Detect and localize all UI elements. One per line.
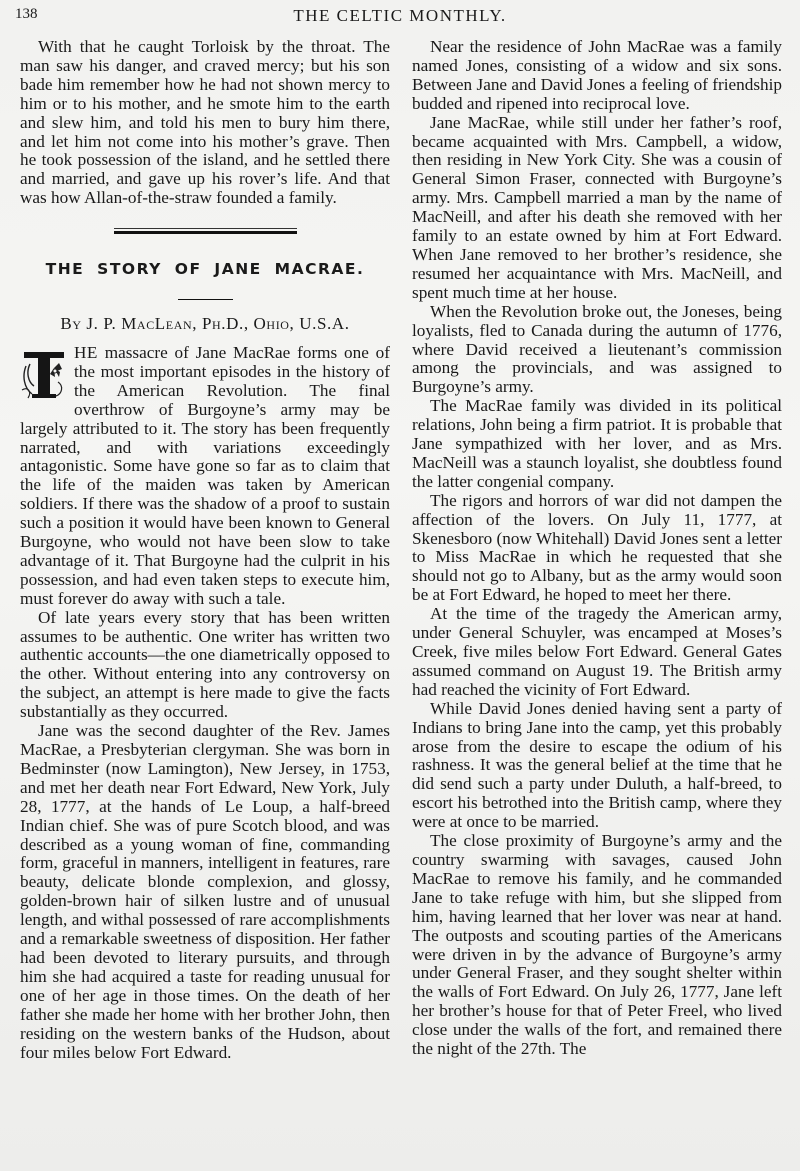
paragraph: At the time of the tragedy the American army, under General Schuyler, was encamped at Moses’s Creek, five miles below Fort Edward. General Gates assumed command on August 19. The British army had reached the vicinity of Fort Edward. [412,604,782,699]
article-byline: By J. P. MacLean, Ph.D., Ohio, U.S.A. [60,314,350,334]
first-paragraph-lead-letters: HE [74,342,98,362]
right-column [412,38,782,1059]
page-number: 138 [15,6,38,22]
paragraph: The close proximity of Burgoyne’s army and the country swarming with savages, caused John MacRae to remove his family, and he commanded Jane to take refuge with him, but she slipped from him, having learned that her lover was near at hand. The outposts and scouting parties of the Americans were driven in by the advance of Burgoyne’s army under General Fraser, and they sought shelter within the walls of Fort Edward. On July 26, 1777, Jane left her brother’s house for that of Peter Freel, who lived close under the walls of the fort, and remained there the night of the 27th. The [412,831,782,1059]
paragraph: While David Jones denied having sent a party of Indians to bring Jane into the camp, yet this probably arose from the desire to escape the odium of his rashness. It was the general belief at the time that he did send such a party under Duluth, a half-breed, to escort his betrothed into the British camp, where they were at once to be married. [412,698,782,832]
first-paragraph [20,344,390,609]
journal-title: THE CELTIC MONTHLY. [293,6,507,25]
article-title: THE STORY OF JANE MACRAE. [45,260,365,279]
section-divider-double-rule [114,228,297,234]
paragraph: Near the residence of John MacRae was a family named Jones, consisting of a widow and six sons. Between Jane and David Jones a feeling of friendship budded and ripened into reciprocal love. [412,37,782,113]
paragraph: Of late years every story that has been written assumes to be authentic. One writer has written two authentic accounts—the one diametrically opposed to the other. Without entering into any controversy on the subject, an attempt is here made to give the facts substantially as they occurred. [20,607,390,722]
paragraph: Jane MacRae, while still under her father’s roof, became acquainted with Mrs. Campbell, a widow, then residing in New York City. She was a cousin of General Simon Fraser, connected with Burgoyne’s army. Mrs. Campbell married a man by the name of MacNeill, and after his death she removed with her family to an estate owned by him at Fort Edward. When Jane removed to her brother’s residence, she resumed her acquaintance with Mrs. MacNeill, and spent much time at her house. [412,112,782,302]
continuation-paragraph: With that he caught Torloisk by the throat. The man saw his danger, and craved mercy; but his son bade him remember how he had not shown mercy to him or to his mother, and he smote him to the earth and slew him, and told his men to bury him there, and let him not come into his mother’s grave. Then he took possession of the island, and he settled there and married, and gave up his rover’s life. And that was how Allan-of-the-straw founded a family. [20,37,390,208]
paragraph: The rigors and horrors of war did not dampen the affection of the lovers. On July 11, 1777, at Skenesboro (now Whitehall) David Jones sent a letter to Miss MacRae in which he requested that she should not go to Albany, but as the army would soon be at Fort Edward, he hoped to meet her there. [412,490,782,605]
paragraph: Jane was the second daughter of the Rev. James MacRae, a Presbyterian clergyman. She was born in Bedminster (now Lamington), New Jersey, in 1753, and met her death near Fort Edward, New York, July 28, 1777, at the hands of Le Loup, a half-breed Indian chief. She was of pure Scotch blood, and was described as a young woman of fine, commanding form, graceful in manners, intelligent in features, rare beauty, delicate blonde complexion, and glossy, golden-brown hair of silken lustre and of unusual length, and withal possessed of rare accomplishments and a remarkable sweetness of disposition. Her father had been devoted to literary pursuits, and through him she had acquired a taste for reading unusual for one of her age in those times. On the death of her father she made her home with her brother John, then residing on the western banks of the Hudson, about four miles below Fort Edward. [20,721,390,1062]
running-head [0,6,800,26]
paragraph: The MacRae family was divided in its political relations, John being a firm patriot. It is probable that Jane sympathized with her lover, and as Mrs. MacNeill was a staunch loyalist, she doubtless found the latter congenial company. [412,396,782,491]
title-underline-rule [178,299,233,300]
ornamental-drop-cap-icon [20,346,68,402]
first-paragraph-body: massacre of Jane MacRae forms one of the most important episodes in the history of the American Revolution. The final overthrow of Burgoyne’s army may be largely attributed to it. The story has been frequently narrated, and with variations exceedingly antagonistic. Some have gone so far as to claim that the life of the maiden was taken by American soldiers. If there was the shadow of a proof to sustain such a position it would have been known to General Burgoyne, who would not have been slow to take advantage of it. That Burgoyne had the culprit in his possession, and had even taken steps to execute him, must forever do away with such a tale. [20,342,390,608]
paragraph: When the Revolution broke out, the Joneses, being loyalists, fled to Canada during the autumn of 1776, where David received a lieutenant’s commission among the provincials, and was assigned to Burgoyne’s army. [412,301,782,397]
left-column [20,38,390,1062]
